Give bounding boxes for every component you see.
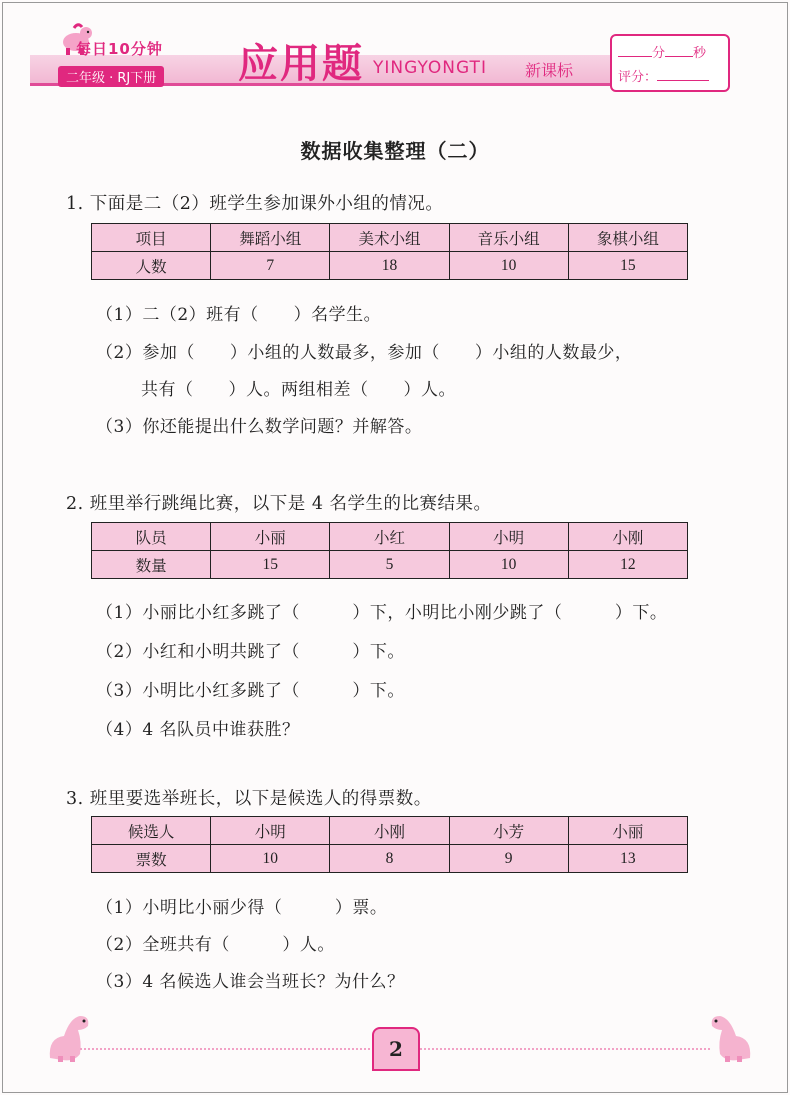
page-number: 2 bbox=[372, 1027, 420, 1071]
question-3-part-3: （3）4 名候选人谁会当班长？为什么？ bbox=[96, 972, 405, 992]
table-cell: 7 bbox=[211, 252, 330, 280]
question-1-part-2-cont: 共有（ ）人。两组相差（ ）人。 bbox=[141, 380, 456, 400]
question-1-table bbox=[91, 223, 688, 280]
table-cell: 10 bbox=[211, 845, 330, 873]
table-cell: 小刚 bbox=[568, 523, 687, 551]
table-cell: 10 bbox=[449, 252, 568, 280]
table-cell: 队员 bbox=[92, 523, 211, 551]
brand-block bbox=[58, 36, 218, 90]
score-row bbox=[618, 66, 709, 85]
question-2-part-4: （4）4 名队员中谁获胜？ bbox=[96, 720, 300, 740]
table-cell: 10 bbox=[449, 551, 568, 579]
grade-label: 二年级 · RJ下册 bbox=[58, 66, 164, 87]
dinosaur-left-icon bbox=[40, 1008, 100, 1064]
table-cell: 项目 bbox=[92, 224, 211, 252]
question-3-part-1: （1）小明比小丽少得（ ）票。 bbox=[96, 898, 388, 918]
table-cell: 小刚 bbox=[330, 817, 449, 845]
table-cell: 象棋小组 bbox=[568, 224, 687, 252]
table-cell: 5 bbox=[330, 551, 449, 579]
table-cell: 人数 bbox=[92, 252, 211, 280]
book-title: 应用题 bbox=[238, 41, 364, 87]
table-cell: 小明 bbox=[211, 817, 330, 845]
table-cell: 13 bbox=[568, 845, 687, 873]
table-cell: 小红 bbox=[330, 523, 449, 551]
question-2-part-1: （1）小丽比小红多跳了（ ）下，小明比小刚少跳了（ ）下。 bbox=[96, 603, 668, 623]
table-row bbox=[92, 523, 688, 551]
score-box bbox=[610, 34, 730, 92]
section-title: 数据收集整理（二） bbox=[300, 139, 490, 163]
table-cell: 18 bbox=[330, 252, 449, 280]
book-title-pinyin: YINGYONGTI bbox=[373, 58, 487, 78]
dinosaur-right-icon bbox=[700, 1008, 760, 1064]
table-row bbox=[92, 252, 688, 280]
minutes-label: 分 bbox=[652, 46, 666, 61]
table-cell: 8 bbox=[330, 845, 449, 873]
table-cell: 音乐小组 bbox=[449, 224, 568, 252]
question-2-table bbox=[91, 522, 688, 579]
table-cell: 小明 bbox=[449, 523, 568, 551]
table-row bbox=[92, 224, 688, 252]
question-3-part-2: （2）全班共有（ ）人。 bbox=[96, 935, 335, 955]
table-cell: 舞蹈小组 bbox=[211, 224, 330, 252]
table-cell: 数量 bbox=[92, 551, 211, 579]
question-3-table bbox=[91, 816, 688, 873]
table-cell: 小芳 bbox=[449, 817, 568, 845]
table-cell: 美术小组 bbox=[330, 224, 449, 252]
table-row bbox=[92, 845, 688, 873]
question-1-part-1: （1）二（2）班有（ ）名学生。 bbox=[96, 305, 382, 325]
table-cell: 小丽 bbox=[568, 817, 687, 845]
brand-slogan: 每日10分钟 bbox=[76, 40, 163, 58]
table-row bbox=[92, 551, 688, 579]
table-cell: 小丽 bbox=[211, 523, 330, 551]
table-row bbox=[92, 817, 688, 845]
table-cell: 票数 bbox=[92, 845, 211, 873]
question-2-part-2: （2）小红和小明共跳了（ ）下。 bbox=[96, 642, 405, 662]
question-1-part-2: （2）参加（ ）小组的人数最多，参加（ ）小组的人数最少， bbox=[96, 343, 633, 363]
score-label: 评分： bbox=[618, 70, 658, 85]
question-2-part-3: （3）小明比小红多跳了（ ）下。 bbox=[96, 681, 405, 701]
curriculum-tag: 新课标 bbox=[525, 61, 574, 80]
question-1-stem: 1. 下面是二（2）班学生参加课外小组的情况。 bbox=[66, 194, 444, 214]
table-cell: 12 bbox=[568, 551, 687, 579]
table-cell: 15 bbox=[568, 252, 687, 280]
table-cell: 候选人 bbox=[92, 817, 211, 845]
question-1-part-3: （3）你还能提出什么数学问题？并解答。 bbox=[96, 417, 423, 437]
time-row bbox=[618, 42, 706, 61]
seconds-label: 秒 bbox=[693, 46, 707, 61]
question-3-stem: 3. 班里要选举班长，以下是候选人的得票数。 bbox=[66, 789, 432, 809]
question-2-stem: 2. 班里举行跳绳比赛，以下是 4 名学生的比赛结果。 bbox=[66, 494, 492, 514]
table-cell: 9 bbox=[449, 845, 568, 873]
table-cell: 15 bbox=[211, 551, 330, 579]
